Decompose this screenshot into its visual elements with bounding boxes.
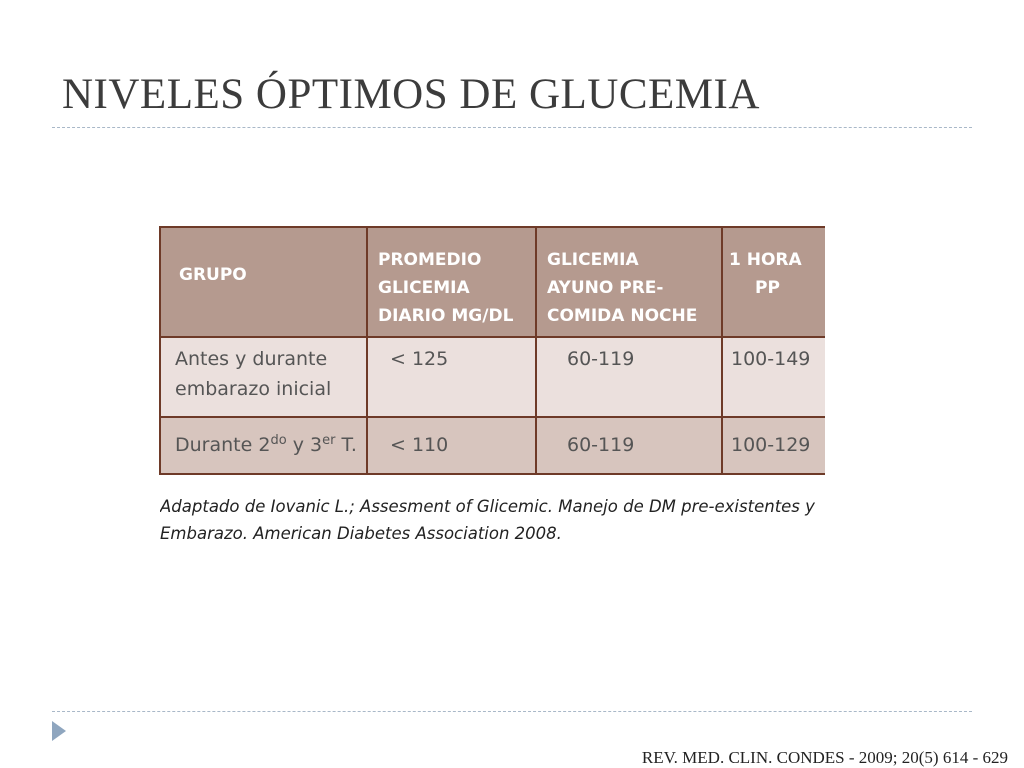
cell-promedio: < 110 (367, 417, 536, 474)
header-ayuno-line: AYUNO PRE- (547, 278, 664, 298)
title-divider (52, 127, 972, 128)
cell-grupo-text: T. (335, 434, 357, 456)
cell-hora: 100-129 (722, 417, 825, 474)
cell-ayuno: 60-119 (536, 417, 722, 474)
cell-grupo-line: Antes y durante (175, 348, 328, 370)
caption-line: Adaptado de Iovanic L.; Assesment of Glicemic. Manejo de DM pre-existentes y (160, 497, 815, 516)
cell-promedio: < 125 (367, 337, 536, 417)
footer-divider (52, 711, 972, 712)
cell-ayuno: 60-119 (536, 337, 722, 417)
superscript-er: er (322, 433, 336, 448)
glucemia-table (159, 226, 825, 475)
table-caption (160, 493, 832, 547)
glucemia-table-image (159, 226, 825, 477)
cell-grupo-line: embarazo inicial (175, 378, 332, 400)
table-row (160, 417, 825, 474)
header-promedio-line: DIARIO MG/DL (378, 306, 514, 326)
play-triangle-icon (52, 721, 66, 741)
slide-title: NIVELES ÓPTIMOS DE GLUCEMIA (62, 71, 760, 118)
footer-reference: REV. MED. CLIN. CONDES - 2009; 20(5) 614 - 629 (641, 748, 1008, 767)
header-promedio (367, 227, 536, 337)
header-hora (722, 227, 825, 337)
header-ayuno (536, 227, 722, 337)
superscript-do: do (270, 433, 287, 448)
cell-grupo (160, 337, 367, 417)
header-ayuno-line: COMIDA NOCHE (547, 306, 698, 326)
header-hora-line: 1 HORA (729, 250, 802, 270)
header-hora-line: PP (755, 278, 780, 298)
header-promedio-line: GLICEMIA (378, 278, 470, 298)
cell-grupo-text: Durante 2 (175, 434, 271, 456)
header-ayuno-line: GLICEMIA (547, 250, 639, 270)
cell-grupo-text: y 3 (286, 434, 323, 456)
caption-line: Embarazo. American Diabetes Association 2008. (160, 524, 562, 543)
table-header-row (160, 227, 825, 337)
cell-grupo (160, 417, 367, 474)
table-row (160, 337, 825, 417)
header-promedio-line: PROMEDIO (378, 250, 482, 270)
cell-hora: 100-149 (722, 337, 825, 417)
header-grupo: GRUPO (160, 227, 367, 337)
